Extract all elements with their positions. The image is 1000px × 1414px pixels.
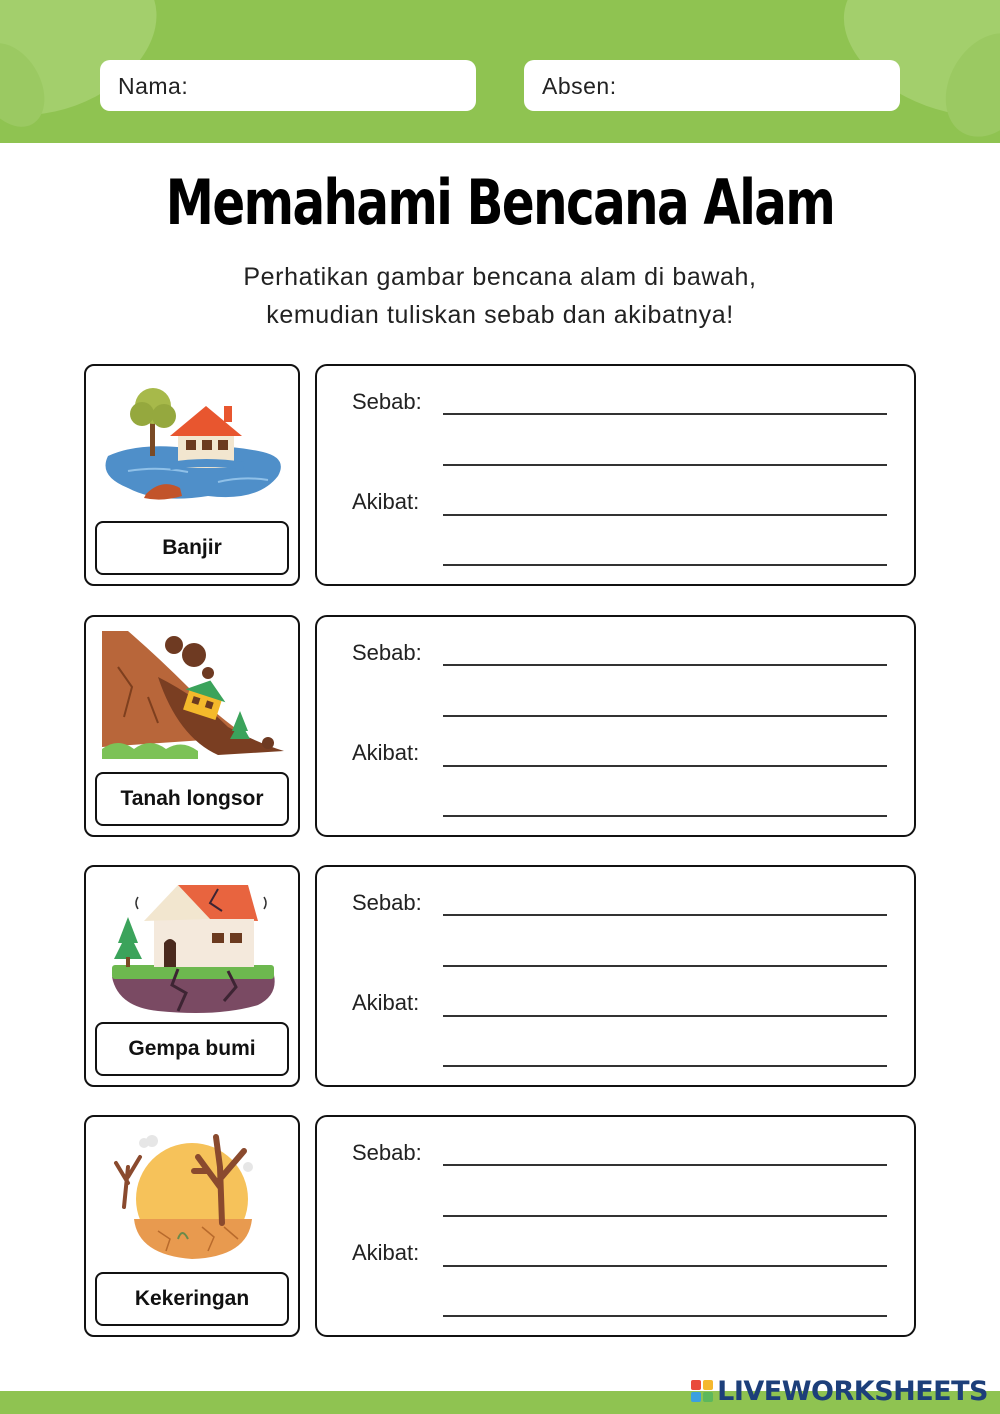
effect-line-1[interactable] [443, 1265, 887, 1267]
page-title: Memahami Bencana Alam [165, 166, 835, 239]
effect-label: Akibat: [352, 740, 420, 765]
effect-label: Akibat: [352, 1240, 420, 1265]
effect-line-2[interactable] [443, 1315, 887, 1317]
disaster-card-earthquake [84, 865, 300, 1087]
instructions-line-1: Perhatikan gambar bencana alam di bawah, [243, 263, 757, 291]
disaster-label-landslide: Tanah longsor [95, 772, 289, 826]
cause-line-2[interactable] [443, 715, 887, 717]
absen-field[interactable] [524, 60, 900, 111]
effect-line-1[interactable] [443, 1015, 887, 1017]
cause-line-1[interactable] [443, 1164, 887, 1166]
effect-label: Akibat: [352, 489, 420, 514]
instructions-line-2: kemudian tuliskan sebab dan akibatnya! [266, 301, 734, 329]
cause-label: Sebab: [352, 1140, 422, 1165]
cause-line-2[interactable] [443, 1215, 887, 1217]
answer-box-landslide [315, 615, 916, 837]
earthquake-icon [98, 877, 286, 1017]
effect-line-2[interactable] [443, 815, 887, 817]
instructions [0, 258, 1000, 334]
effect-line-2[interactable] [443, 1065, 887, 1067]
cause-line-1[interactable] [443, 914, 887, 916]
answer-box-flood [315, 364, 916, 586]
cause-line-1[interactable] [443, 413, 887, 415]
disaster-label-earthquake: Gempa bumi [95, 1022, 289, 1076]
effect-line-2[interactable] [443, 564, 887, 566]
liveworksheets-logo-icon [691, 1380, 713, 1402]
answer-box-drought [315, 1115, 916, 1337]
cause-line-2[interactable] [443, 965, 887, 967]
cause-line-1[interactable] [443, 664, 887, 666]
disaster-label-flood: Banjir [95, 521, 289, 575]
flood-icon [98, 376, 286, 516]
cause-label: Sebab: [352, 890, 422, 915]
brand-text: LIVEWORKSHEETS [717, 1375, 988, 1407]
cause-line-2[interactable] [443, 464, 887, 466]
cause-label: Sebab: [352, 640, 422, 665]
disaster-card-landslide [84, 615, 300, 837]
liveworksheets-brand[interactable] [691, 1374, 988, 1408]
header-banner [0, 0, 1000, 143]
landslide-icon [98, 627, 286, 767]
answer-box-earthquake [315, 865, 916, 1087]
disaster-label-drought: Kekeringan [95, 1272, 289, 1326]
disaster-card-drought [84, 1115, 300, 1337]
effect-line-1[interactable] [443, 514, 887, 516]
effect-line-1[interactable] [443, 765, 887, 767]
cause-label: Sebab: [352, 389, 422, 414]
drought-icon [98, 1127, 286, 1267]
name-field[interactable] [100, 60, 476, 111]
absen-label: Absen: [542, 73, 617, 99]
disaster-card-flood [84, 364, 300, 586]
effect-label: Akibat: [352, 990, 420, 1015]
name-label: Nama: [118, 73, 189, 99]
